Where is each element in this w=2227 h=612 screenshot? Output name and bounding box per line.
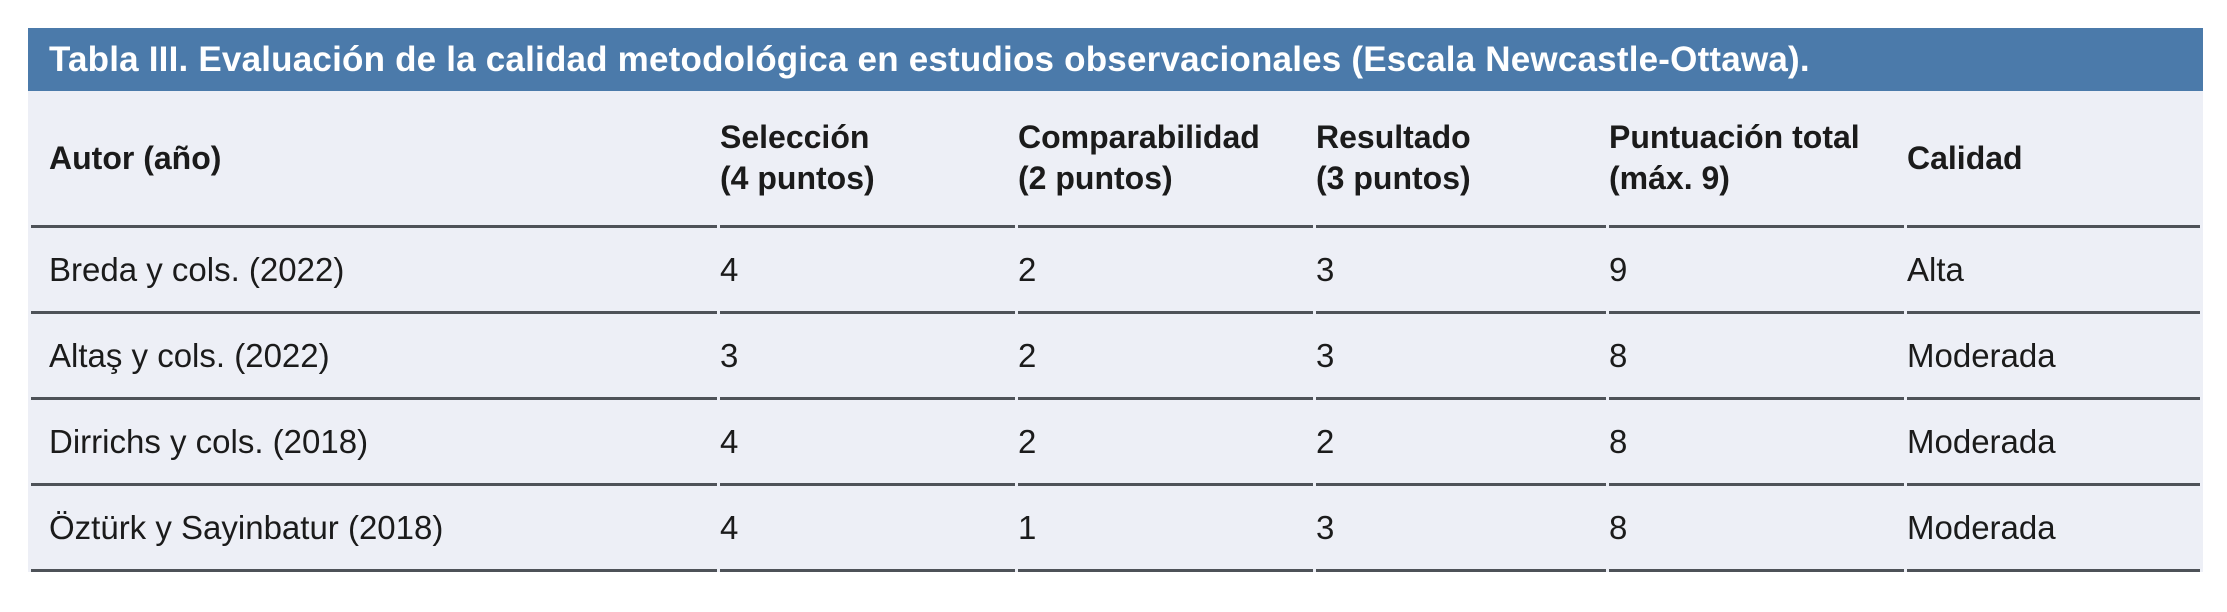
cell-calidad: Moderada [1907,314,2200,400]
column-header-label: Autor (año) [49,139,222,176]
column-header-subtitle: (2 puntos) [1018,160,1173,196]
column-header-subtitle: (4 puntos) [720,160,875,196]
table-row [31,486,2200,572]
table-title: Tabla III. Evaluación de la calidad metodológica en estudios observacionales (Escala Newcastle-Ottawa). [49,39,1810,79]
data-table [28,91,2203,572]
column-header-puntuacion-total [1609,91,1904,228]
cell-resultado: 3 [1316,486,1606,572]
column-header-subtitle: (máx. 9) [1609,160,1730,196]
cell-comparabilidad: 2 [1018,314,1313,400]
cell-seleccion: 4 [720,400,1015,486]
cell-seleccion: 3 [720,314,1015,400]
cell-comparabilidad: 2 [1018,400,1313,486]
cell-calidad: Moderada [1907,486,2200,572]
cell-calidad: Alta [1907,228,2200,314]
cell-resultado: 3 [1316,314,1606,400]
table-header [31,91,2200,228]
table-title-bar [28,28,2203,91]
cell-autor: Breda y cols. (2022) [31,228,717,314]
cell-comparabilidad: 1 [1018,486,1313,572]
cell-puntuacion-total: 8 [1609,486,1904,572]
cell-autor: Öztürk y Sayinbatur (2018) [31,486,717,572]
table-row [31,314,2200,400]
column-header-autor [31,91,717,228]
column-header-label: Calidad [1907,139,2023,176]
cell-seleccion: 4 [720,486,1015,572]
cell-resultado: 3 [1316,228,1606,314]
cell-puntuacion-total: 9 [1609,228,1904,314]
table-row [31,228,2200,314]
column-header-label: Comparabilidad [1018,119,1260,156]
cell-puntuacion-total: 8 [1609,400,1904,486]
header-row [31,91,2200,228]
cell-calidad: Moderada [1907,400,2200,486]
column-header-label: Resultado [1316,119,1471,156]
column-header-seleccion [720,91,1015,228]
column-header-label: Puntuación total [1609,119,1860,156]
column-header-resultado [1316,91,1606,228]
column-header-calidad [1907,91,2200,228]
table-row [31,400,2200,486]
column-header-label: Selección [720,119,870,156]
column-header-comparabilidad [1018,91,1313,228]
table-body [31,228,2200,572]
cell-autor: Altaş y cols. (2022) [31,314,717,400]
column-header-subtitle: (3 puntos) [1316,160,1471,196]
cell-autor: Dirrichs y cols. (2018) [31,400,717,486]
cell-resultado: 2 [1316,400,1606,486]
quality-assessment-table [28,28,2203,572]
cell-puntuacion-total: 8 [1609,314,1904,400]
cell-seleccion: 4 [720,228,1015,314]
cell-comparabilidad: 2 [1018,228,1313,314]
